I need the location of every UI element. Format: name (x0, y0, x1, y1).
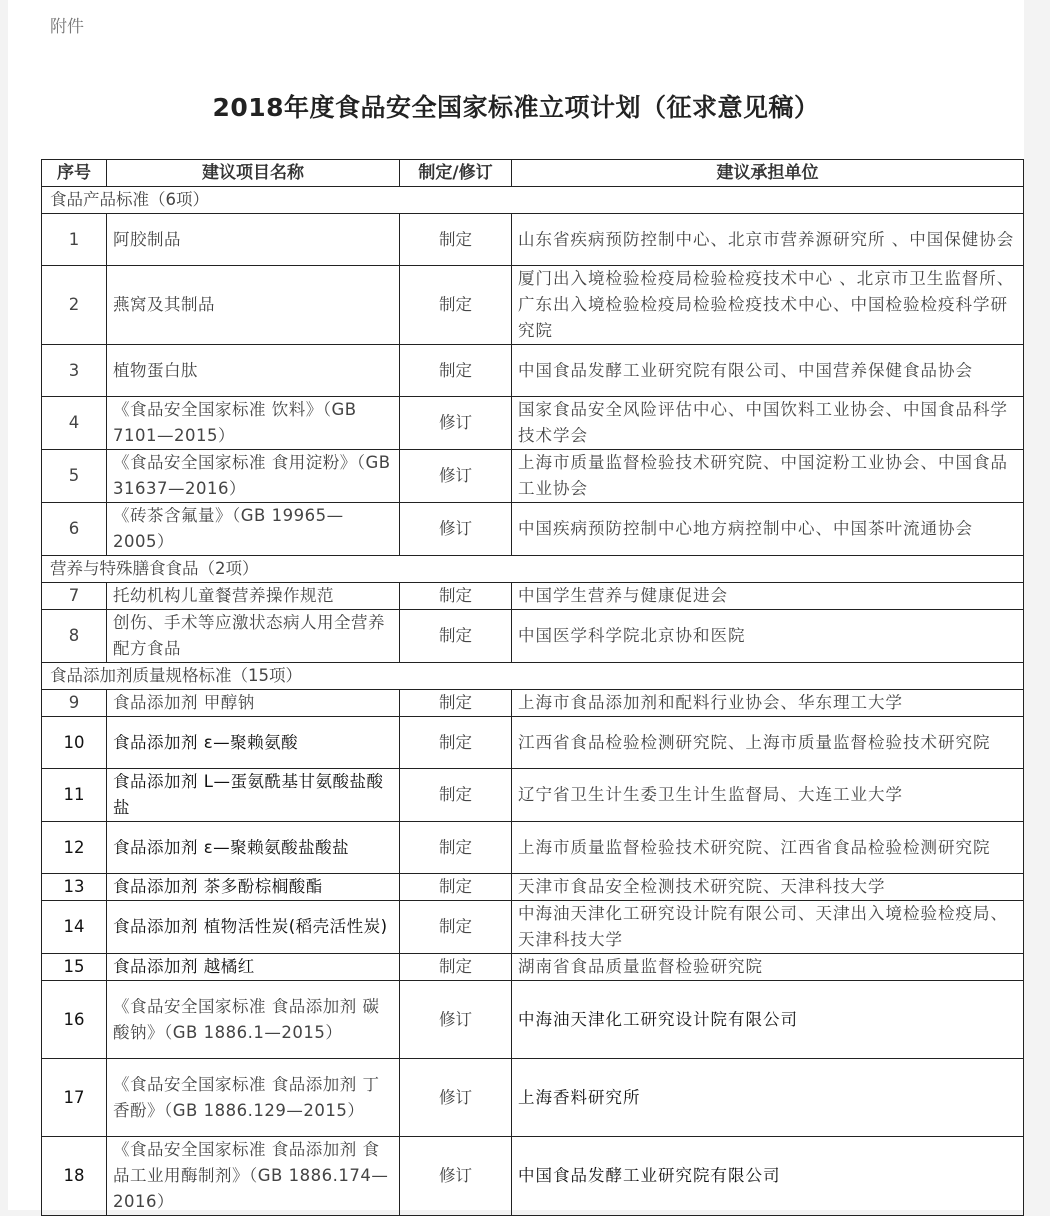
project-name: 《食品安全国家标准 食品添加剂 丁香酚》（GB 1886.129—2015） (107, 1059, 400, 1137)
revision-type: 制定 (400, 583, 512, 610)
column-header-type: 制定/修订 (400, 160, 512, 187)
responsible-unit: 中国学生营养与健康促进会 (512, 583, 1024, 610)
standards-plan-table (41, 159, 1024, 1216)
revision-type: 制定 (400, 690, 512, 717)
revision-type: 制定 (400, 610, 512, 663)
project-name: 植物蛋白肽 (107, 345, 400, 397)
table-row (42, 345, 1024, 397)
responsible-unit: 上海市质量监督检验技术研究院、中国淀粉工业协会、中国食品工业协会 (512, 450, 1024, 503)
project-name: 阿胶制品 (107, 214, 400, 266)
table-row (42, 1059, 1024, 1137)
row-number: 14 (42, 901, 107, 954)
row-number: 13 (42, 874, 107, 901)
responsible-unit: 中国食品发酵工业研究院有限公司 (512, 1137, 1024, 1216)
revision-type: 制定 (400, 954, 512, 981)
table-row (42, 717, 1024, 769)
revision-type: 制定 (400, 769, 512, 822)
row-number: 1 (42, 214, 107, 266)
project-name: 食品添加剂 越橘红 (107, 954, 400, 981)
category-row (42, 187, 1024, 214)
responsible-unit: 上海市质量监督检验技术研究院、江西省食品检验检测研究院 (512, 822, 1024, 874)
responsible-unit: 江西省食品检验检测研究院、上海市质量监督检验技术研究院 (512, 717, 1024, 769)
project-name: 《食品安全国家标准 食品添加剂 碳酸钠》（GB 1886.1—2015） (107, 981, 400, 1059)
project-name: 食品添加剂 ε—聚赖氨酸盐酸盐 (107, 822, 400, 874)
category-row (42, 663, 1024, 690)
project-name: 托幼机构儿童餐营养操作规范 (107, 583, 400, 610)
project-name: 食品添加剂 ε—聚赖氨酸 (107, 717, 400, 769)
responsible-unit: 中国疾病预防控制中心地方病控制中心、中国茶叶流通协会 (512, 503, 1024, 556)
attachment-label: 附件 (50, 17, 84, 37)
responsible-unit: 辽宁省卫生计生委卫生计生监督局、大连工业大学 (512, 769, 1024, 822)
row-number: 18 (42, 1137, 107, 1216)
responsible-unit: 中国食品发酵工业研究院有限公司、中国营养保健食品协会 (512, 345, 1024, 397)
table-row (42, 1137, 1024, 1216)
table-row (42, 901, 1024, 954)
revision-type: 制定 (400, 822, 512, 874)
project-name: 食品添加剂 L—蛋氨酰基甘氨酸盐酸盐 (107, 769, 400, 822)
document-title: 2018年度食品安全国家标准立项计划（征求意见稿） (212, 93, 820, 122)
row-number: 15 (42, 954, 107, 981)
table-row (42, 769, 1024, 822)
project-name: 食品添加剂 甲醇钠 (107, 690, 400, 717)
responsible-unit: 中海油天津化工研究设计院有限公司、天津出入境检验检疫局、天津科技大学 (512, 901, 1024, 954)
category-label: 食品添加剂质量规格标准（15项） (42, 663, 1024, 690)
table-row (42, 610, 1024, 663)
category-label: 营养与特殊膳食食品（2项） (42, 556, 1024, 583)
revision-type: 修订 (400, 397, 512, 450)
row-number: 11 (42, 769, 107, 822)
responsible-unit: 厦门出入境检验检疫局检验检疫技术中心 、北京市卫生监督所、广东出入境检验检疫局检验检疫技术中心、中国检验检疫科学研究院 (512, 266, 1024, 345)
revision-type: 制定 (400, 266, 512, 345)
responsible-unit: 湖南省食品质量监督检验研究院 (512, 954, 1024, 981)
row-number: 9 (42, 690, 107, 717)
revision-type: 修订 (400, 503, 512, 556)
table-row (42, 981, 1024, 1059)
table-header-row (42, 160, 1024, 187)
project-name: 《食品安全国家标准 食品添加剂 食品工业用酶制剂》（GB 1886.174—2016） (107, 1137, 400, 1216)
table-row (42, 214, 1024, 266)
project-name: 《食品安全国家标准 食用淀粉》（GB 31637—2016） (107, 450, 400, 503)
row-number: 17 (42, 1059, 107, 1137)
responsible-unit: 上海市食品添加剂和配料行业协会、华东理工大学 (512, 690, 1024, 717)
revision-type: 修订 (400, 1137, 512, 1216)
project-name: 食品添加剂 茶多酚棕榈酸酯 (107, 874, 400, 901)
row-number: 16 (42, 981, 107, 1059)
table-row (42, 690, 1024, 717)
project-name: 创伤、手术等应激状态病人用全营养配方食品 (107, 610, 400, 663)
row-number: 10 (42, 717, 107, 769)
responsible-unit: 山东省疾病预防控制中心、北京市营养源研究所 、中国保健协会 (512, 214, 1024, 266)
column-header-unit: 建议承担单位 (512, 160, 1024, 187)
table-row (42, 503, 1024, 556)
responsible-unit: 中国医学科学院北京协和医院 (512, 610, 1024, 663)
project-name: 食品添加剂 植物活性炭(稻壳活性炭) (107, 901, 400, 954)
table-row (42, 397, 1024, 450)
row-number: 3 (42, 345, 107, 397)
table-row (42, 583, 1024, 610)
document-page (8, 0, 1024, 1210)
revision-type: 制定 (400, 901, 512, 954)
project-name: 《砖茶含氟量》（GB 19965—2005） (107, 503, 400, 556)
category-label: 食品产品标准（6项） (42, 187, 1024, 214)
table-row (42, 822, 1024, 874)
row-number: 5 (42, 450, 107, 503)
project-name: 燕窝及其制品 (107, 266, 400, 345)
row-number: 12 (42, 822, 107, 874)
revision-type: 修订 (400, 981, 512, 1059)
table-row (42, 450, 1024, 503)
table-row (42, 954, 1024, 981)
category-row (42, 556, 1024, 583)
responsible-unit: 中海油天津化工研究设计院有限公司 (512, 981, 1024, 1059)
responsible-unit: 天津市食品安全检测技术研究院、天津科技大学 (512, 874, 1024, 901)
revision-type: 制定 (400, 874, 512, 901)
column-header-no: 序号 (42, 160, 107, 187)
row-number: 2 (42, 266, 107, 345)
revision-type: 修订 (400, 1059, 512, 1137)
revision-type: 修订 (400, 450, 512, 503)
revision-type: 制定 (400, 214, 512, 266)
column-header-name: 建议项目名称 (107, 160, 400, 187)
project-name: 《食品安全国家标准 饮料》（GB 7101—2015） (107, 397, 400, 450)
row-number: 7 (42, 583, 107, 610)
row-number: 8 (42, 610, 107, 663)
revision-type: 制定 (400, 717, 512, 769)
row-number: 4 (42, 397, 107, 450)
row-number: 6 (42, 503, 107, 556)
table-row (42, 266, 1024, 345)
revision-type: 制定 (400, 345, 512, 397)
table-row (42, 874, 1024, 901)
responsible-unit: 国家食品安全风险评估中心、中国饮料工业协会、中国食品科学技术学会 (512, 397, 1024, 450)
responsible-unit: 上海香料研究所 (512, 1059, 1024, 1137)
